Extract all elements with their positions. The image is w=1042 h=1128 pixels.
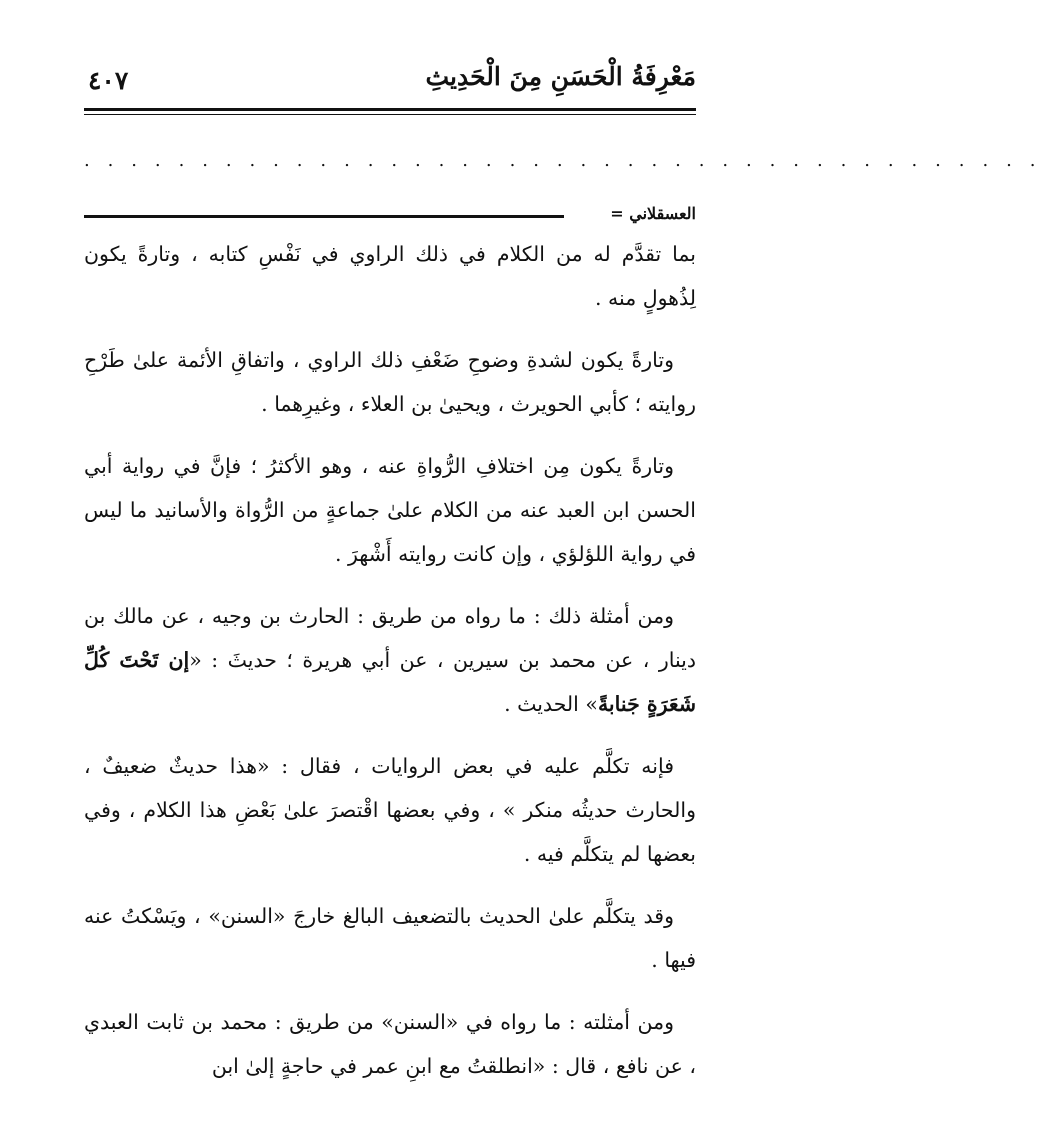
paragraph-6: وقد يتكلَّم علىٰ الحديث بالتضعيف البالغ خارجَ «السنن» ، ويَسْكتُ عنه فيها . (84, 904, 696, 972)
paragraph-4-tail: » الحديث . (504, 692, 598, 716)
running-head (84, 60, 696, 104)
paragraph-5: فإنه تكلَّم عليه في بعض الروايات ، فقال : «هذا حديثٌ ضعيفٌ ، والحارث حديثُه منكر » ، وفي بعضها اقْتصرَ علىٰ بَعْضِ هذا الكلام ، وفي بعضها لم يتكلَّم فيه . (84, 754, 696, 866)
paragraph-2: وتارةً يكون لشدةِ وضوحِ ضَعْفِ ذلك الراوي ، واتفاقِ الأئمة علىٰ طَرْحِ روايته ؛ كأبي الحويرث ، ويحيىٰ بن العلاء ، وغيرِهما . (84, 348, 696, 416)
paragraph-4 (84, 594, 696, 726)
running-title: مَعْرِفَةُ الْحَسَنِ مِنَ الْحَدِيثِ (425, 62, 696, 91)
paragraph-4-text: ومن أمثلة ذلك : ما رواه من طريق : الحارث بن وجيه ، عن مالك بن دينار ، عن محمد بن سيرين ، عن أبي هريرة ؛ حديثَ : « (84, 604, 696, 672)
header-rule-thin (84, 114, 696, 115)
continuation-dots: . . . . . . . . . . . . . . . . . . . . . . . . . . . . . . . . . . . . . . . . . (84, 150, 1042, 171)
paragraph-3: وتارةً يكون مِن اختلافِ الرُّواةِ عنه ، وهو الأكثرُ ؛ فإنَّ في رواية أبي الحسن ابن العبد عنه من الكلام علىٰ جماعةٍ من الرُّواة والأسانيد ما ليس في رواية اللؤلؤي ، وإن كانت روايته أَشْهرَ . (84, 454, 696, 566)
header-rule-thick (84, 108, 696, 111)
paragraph-7: ومن أمثلته : ما رواه في «السنن» من طريق : محمد بن ثابت العبدي ، عن نافع ، قال : «انطلقتُ مع ابنِ عمر في حاجةٍ إلىٰ ابن (84, 1010, 696, 1078)
source-rule (84, 215, 564, 218)
page-number: ٤٠٧ (88, 66, 129, 95)
source-marker (84, 204, 696, 232)
hadith-quote: إن تَحْتَ كُلِّ شَعَرَةٍ جَنابةً (84, 648, 696, 716)
paragraph-1: بما تقدَّم له من الكلام في ذلك الراوي في نَفْسِ كتابه ، وتارةً يكون لِذُهولٍ منه . (84, 242, 696, 310)
source-label: العسقلاني = (610, 204, 696, 223)
body-text (84, 232, 696, 1106)
